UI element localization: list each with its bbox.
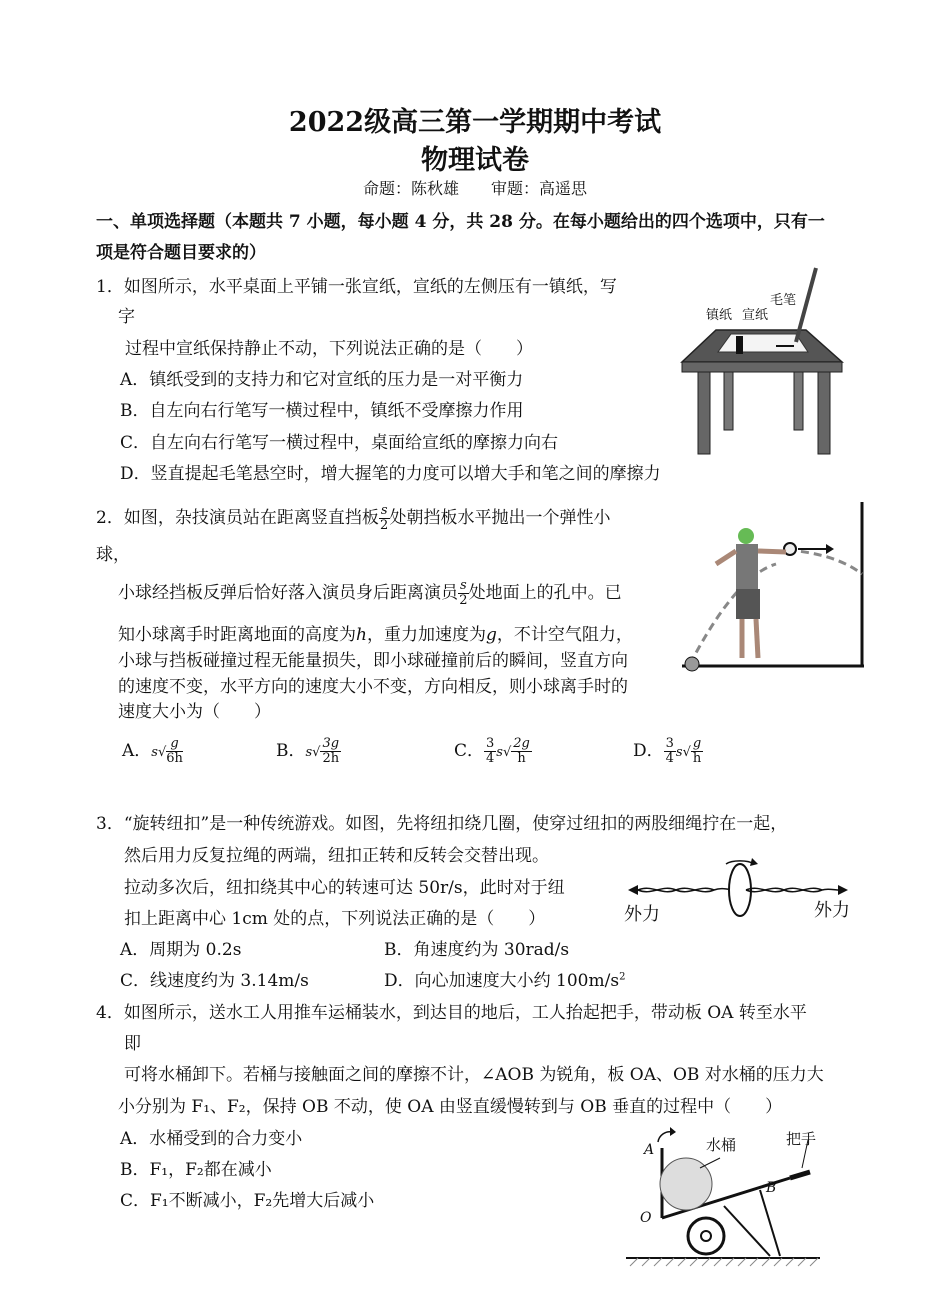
q1-label-paper: 宣纸: [742, 308, 769, 323]
q4-label-a: A: [644, 1142, 655, 1158]
q1-stem: 1．如图所示，水平桌面上平铺一张宣纸，宣纸的左侧压有一镇纸，写: [96, 277, 617, 297]
q3-option-c: C．线速度约为 3.14m/s: [120, 971, 309, 991]
exam-subject: 物理试卷: [421, 145, 529, 176]
exam-authors: 命题：陈秋雄 审题：高遥思: [362, 179, 587, 198]
q2-stem-2: 球，: [96, 545, 130, 565]
q2-stem-b: 处朝挡板水平抛出一个弹性小: [389, 508, 611, 528]
q2-stem-a: 2．如图，杂技演员站在距离竖直挡板: [96, 508, 379, 528]
q2-fraction-1: $\frac{s}{2}$: [380, 503, 389, 533]
q1-stem-3: 过程中宣纸保持静止不动，下列说法正确的是（ ）: [125, 339, 533, 359]
exam-title: 2022级高三第一学期期中考试: [288, 107, 662, 138]
q2-option-a: A．s√ $\frac{g}{6h}$: [122, 736, 183, 766]
q1-stem-2: 字: [118, 307, 135, 327]
q4-stem-4: 小分别为 F₁、F₂，保持 OB 不动，使 OA 由竖直缓慢转到与 OB 垂直的过程中（ ）: [118, 1097, 783, 1117]
q4-stem: 4．如图所示，送水工人用推车运桶装水，到达目的地后，工人抬起把手，带动板 OA 转至水平: [96, 1003, 807, 1023]
q3-stem-4: 扣上距离中心 1cm 处的点，下列说法正确的是（ ）: [124, 909, 546, 929]
q1-option-d: D．竖直提起毛笔悬空时，增大握笔的力度可以增大手和笔之间的摩擦力: [120, 464, 661, 484]
section-heading: 一、单项选择题（本题共 7 小题，每小题 4 分，共 28 分。在每小题给出的四个选项中，只有一: [96, 212, 825, 232]
q3-option-b: B．角速度约为 30rad/s: [384, 940, 570, 960]
q2-stem-7: 速度大小为（ ）: [118, 702, 271, 722]
q1-desk-figure: [676, 262, 846, 462]
q4-label-o: O: [640, 1210, 652, 1226]
q4-option-a: A．水桶受到的合力变小: [120, 1129, 303, 1149]
q2-stem-4: 知小球离手时距离地面的高度为h，重力加速度为g，不计空气阻力，: [118, 625, 633, 645]
q4-stem-2: 即: [124, 1034, 141, 1054]
q3-label-left-force: 外力: [624, 904, 660, 925]
q4-option-b: B．F₁，F₂都在减小: [120, 1160, 272, 1180]
q2-option-b: B．s√ $\frac{3g}{2h}$: [276, 736, 340, 766]
q3-stem: 3．“旋转纽扣”是一种传统游戏。如图，先将纽扣绕几圈，使穿过纽扣的两股细绳拧在一起，: [96, 814, 788, 834]
q3-stem-2: 然后用力反复拉绳的两端，纽扣正转和反转会交替出现。: [124, 846, 549, 866]
q1-option-b: B．自左向右行笔写一横过程中，镇纸不受摩擦力作用: [120, 401, 524, 421]
q4-label-handle: 把手: [786, 1130, 817, 1148]
q4-stem-3: 可将水桶卸下。若桶与接触面之间的摩擦不计，∠AOB 为锐角，板 OA、OB 对水桶的压力大: [124, 1065, 824, 1085]
q3-label-right-force: 外力: [814, 900, 850, 921]
q2-option-d: D． $\frac{3}{4}$ s√ $\frac{g}{h}$: [633, 736, 702, 766]
q3-stem-3: 拉动多次后，纽扣绕其中心的转速可达 50r/s，此时对于纽: [124, 878, 565, 898]
q4-option-c: C．F₁不断减小，F₂先增大后减小: [120, 1191, 375, 1211]
q2-acrobat-figure: [676, 496, 866, 676]
q2-stem-5: 小球与挡板碰撞过程无能量损失，即小球碰撞前后的瞬间，竖直方向: [118, 651, 628, 671]
section-heading-cont: 项是符合题目要求的）: [96, 243, 266, 263]
q1-option-a: A．镇纸受到的支持力和它对宣纸的压力是一对平衡力: [120, 370, 524, 390]
q2-stem-6: 的速度不变，水平方向的速度大小不变，方向相反，则小球离手时的: [118, 677, 628, 697]
q4-label-bucket: 水桶: [706, 1136, 737, 1154]
q2-stem-3: 小球经挡板反弹后恰好落入演员身后距离演员 $\frac{s}{2}$ 处地面上的孔中。已: [118, 578, 622, 608]
q4-label-b: B: [766, 1180, 777, 1196]
q3-option-d: D．向心加速度大小约 $100m/s^2$: [384, 971, 626, 991]
q2-fraction-2: $\frac{s}{2}$: [459, 578, 468, 608]
q3-option-a: A．周期为 0.2s: [120, 940, 242, 960]
q1-label-brush: 毛笔: [770, 293, 797, 308]
q2-option-c: C． $\frac{3}{4}$ s√ $\frac{2g}{h}$: [454, 736, 530, 766]
q2-stem: [96, 503, 611, 533]
q1-option-c: C．自左向右行笔写一横过程中，桌面给宣纸的摩擦力向右: [120, 433, 559, 453]
q1-label-weight: 镇纸: [706, 308, 733, 323]
